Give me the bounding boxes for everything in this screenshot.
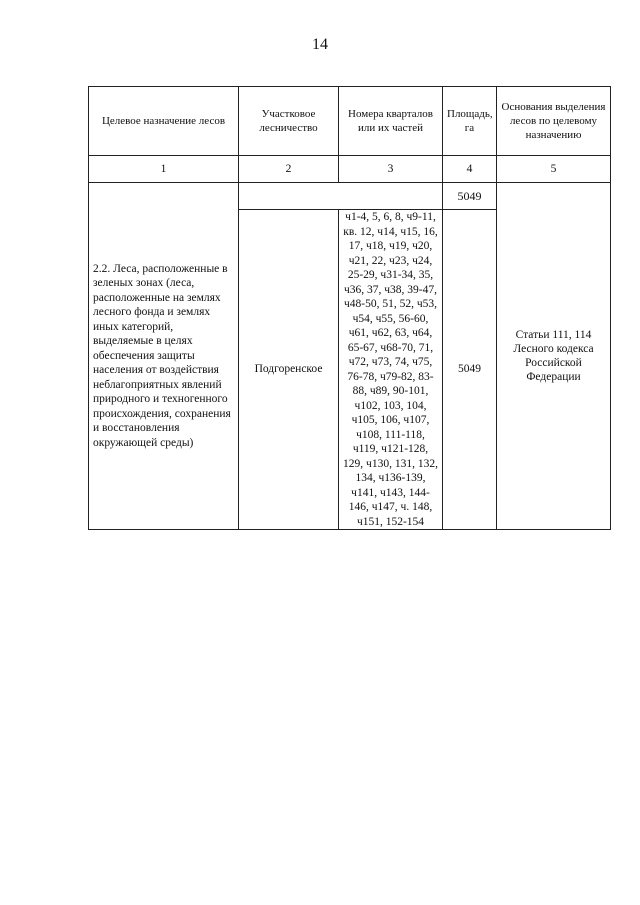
header-area: Площадь, га	[443, 87, 497, 156]
empty-cell	[239, 183, 443, 210]
header-quarters: Номера кварталов или их частей	[339, 87, 443, 156]
forest-purpose-table	[88, 86, 611, 530]
page-number: 14	[312, 36, 328, 53]
column-number: 5	[497, 156, 611, 183]
total-area-cell: 5049	[443, 183, 497, 210]
purpose-cell: 2.2. Леса, расположенные в зеленых зонах (леса, расположенные на землях лесного фонда и землях иных категорий, выделяемые в целях обеспечения защиты населения от воздействия неблагоприятных явлений природного и техногенного происхождения, сохранения и восстановления окружающей среды)	[89, 183, 239, 530]
column-number-row	[89, 156, 611, 183]
header-basis: Основания выделения лесов по целевому назначению	[497, 87, 611, 156]
column-number: 1	[89, 156, 239, 183]
table-row-total	[89, 183, 611, 210]
column-number: 3	[339, 156, 443, 183]
column-number: 2	[239, 156, 339, 183]
area-cell: 5049	[443, 210, 497, 530]
quarters-cell: ч1-4, 5, 6, 8, ч9-11, кв. 12, ч14, ч15, 16, 17, ч18, ч19, ч20, ч21, 22, ч23, ч24, 25-29, ч31-34, 35, ч36, 37, ч38, 39-47, ч48-50, 51, 52, ч53, ч54, ч55, 56-60, ч61, ч62, 63, ч64, 65-67, ч68-70, 71, ч72, ч73, 74, ч75, 76-78, ч79-82, 83-88, ч89, 90-101, ч102, 103, 104, ч105, 106, ч107, ч108, 111-118, ч119, ч121-128, 129, ч130, 131, 132, 134, ч136-139, ч141, ч143, 144-146, ч147, ч. 148, ч151, 152-154	[339, 210, 443, 530]
basis-cell: Статьи 111, 114 Лесного кодекса Российской Федерации	[497, 183, 611, 530]
header-forestry: Участковое лесничество	[239, 87, 339, 156]
column-number: 4	[443, 156, 497, 183]
header-purpose: Целевое назначение лесов	[89, 87, 239, 156]
forestry-cell: Подгоренское	[239, 210, 339, 530]
table-header-row	[89, 87, 611, 156]
